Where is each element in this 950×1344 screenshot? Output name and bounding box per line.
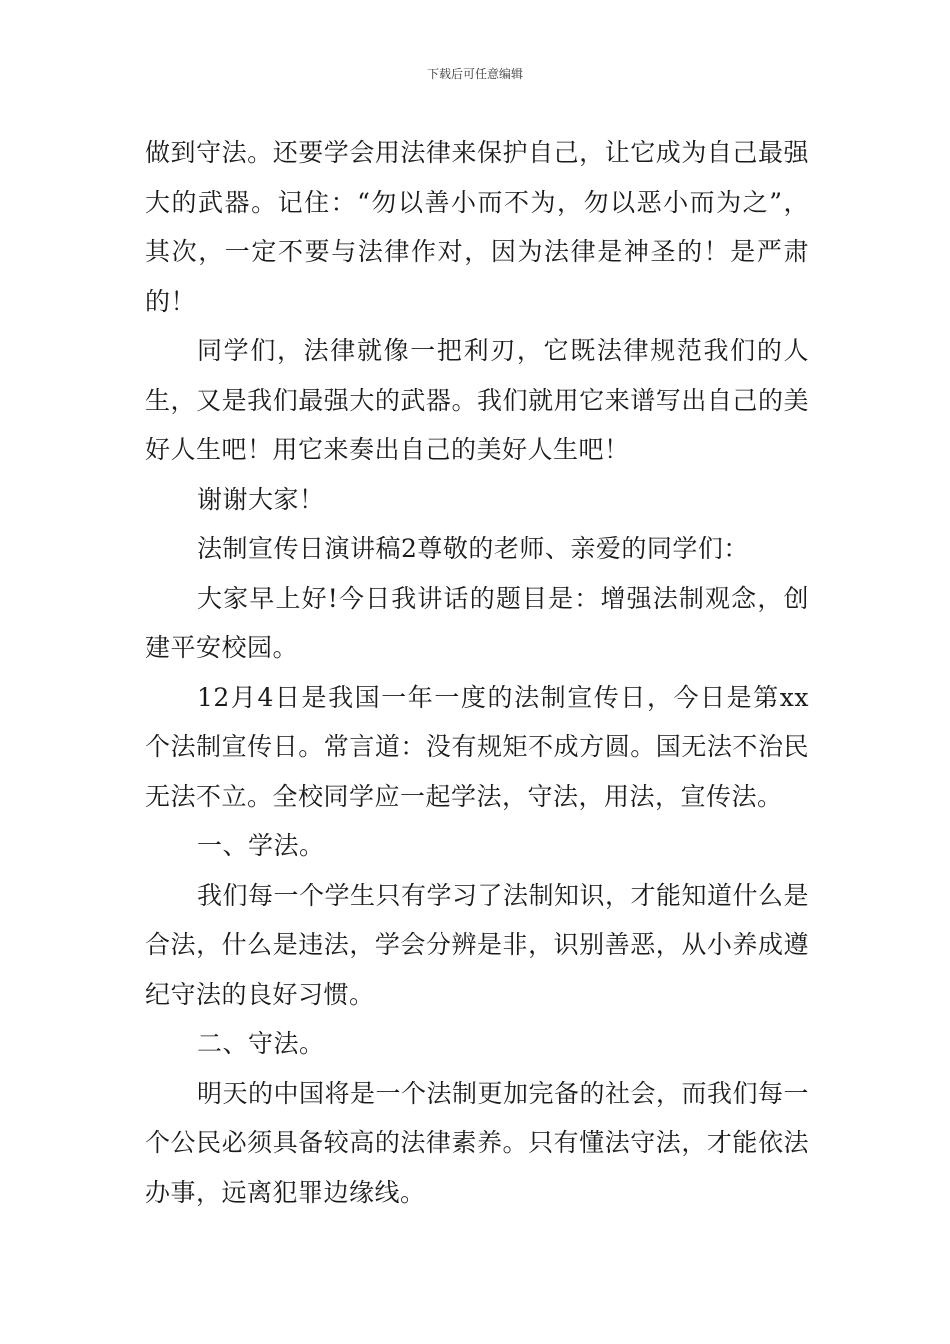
- paragraph-7: 一、学法。: [197, 831, 325, 860]
- paragraph-3: 谢谢大家！: [197, 484, 325, 514]
- paragraph-10: 明天的中国将是一个法制更加完备的社会，而我们每一个公民必须具备较高的法律素养。只有懂法守法，才能依法办事，远离犯罪边缘线。: [145, 1078, 810, 1207]
- paragraph-1: 做到守法。还要学会用法律来保护自己，让它成为自己最强大的武器。记住：“勿以善小而不为，勿以恶小而为之”，其次，一定不要与法律作对，因为法律是神圣的！是严肃的！: [145, 138, 809, 316]
- paragraph-4: 法制宣传日演讲稿2尊敬的老师、亲爱的同学们：: [197, 534, 749, 563]
- paragraph-2: 同学们，法律就像一把利刃，它既法律规范我们的人生，又是我们最强大的武器。我们就用它来谱写出自己的美好人生吧！用它来奏出自己的美好人生吧！: [145, 336, 809, 464]
- paragraph-9: 二、守法。: [197, 1029, 325, 1058]
- paragraph-5: 大家早上好!今日我讲话的题目是：增强法制观念，创建平安校园。: [145, 583, 809, 662]
- document-body: [145, 128, 809, 1217]
- page-header: 下载后可任意编辑: [426, 67, 523, 81]
- paragraph-8: 我们每一个学生只有学习了法制知识，才能知道什么是合法，什么是违法，学会分辨是非，识别善恶，从小养成遵纪守法的良好习惯。: [145, 880, 810, 1009]
- paragraph-6: 12月4日是我国一年一度的法制宣传日，今日是第xx个法制宣传日。常言道：没有规矩不成方圆。国无法不治民无法不立。全校同学应一起学法，守法，用法，宣传法。: [145, 682, 809, 811]
